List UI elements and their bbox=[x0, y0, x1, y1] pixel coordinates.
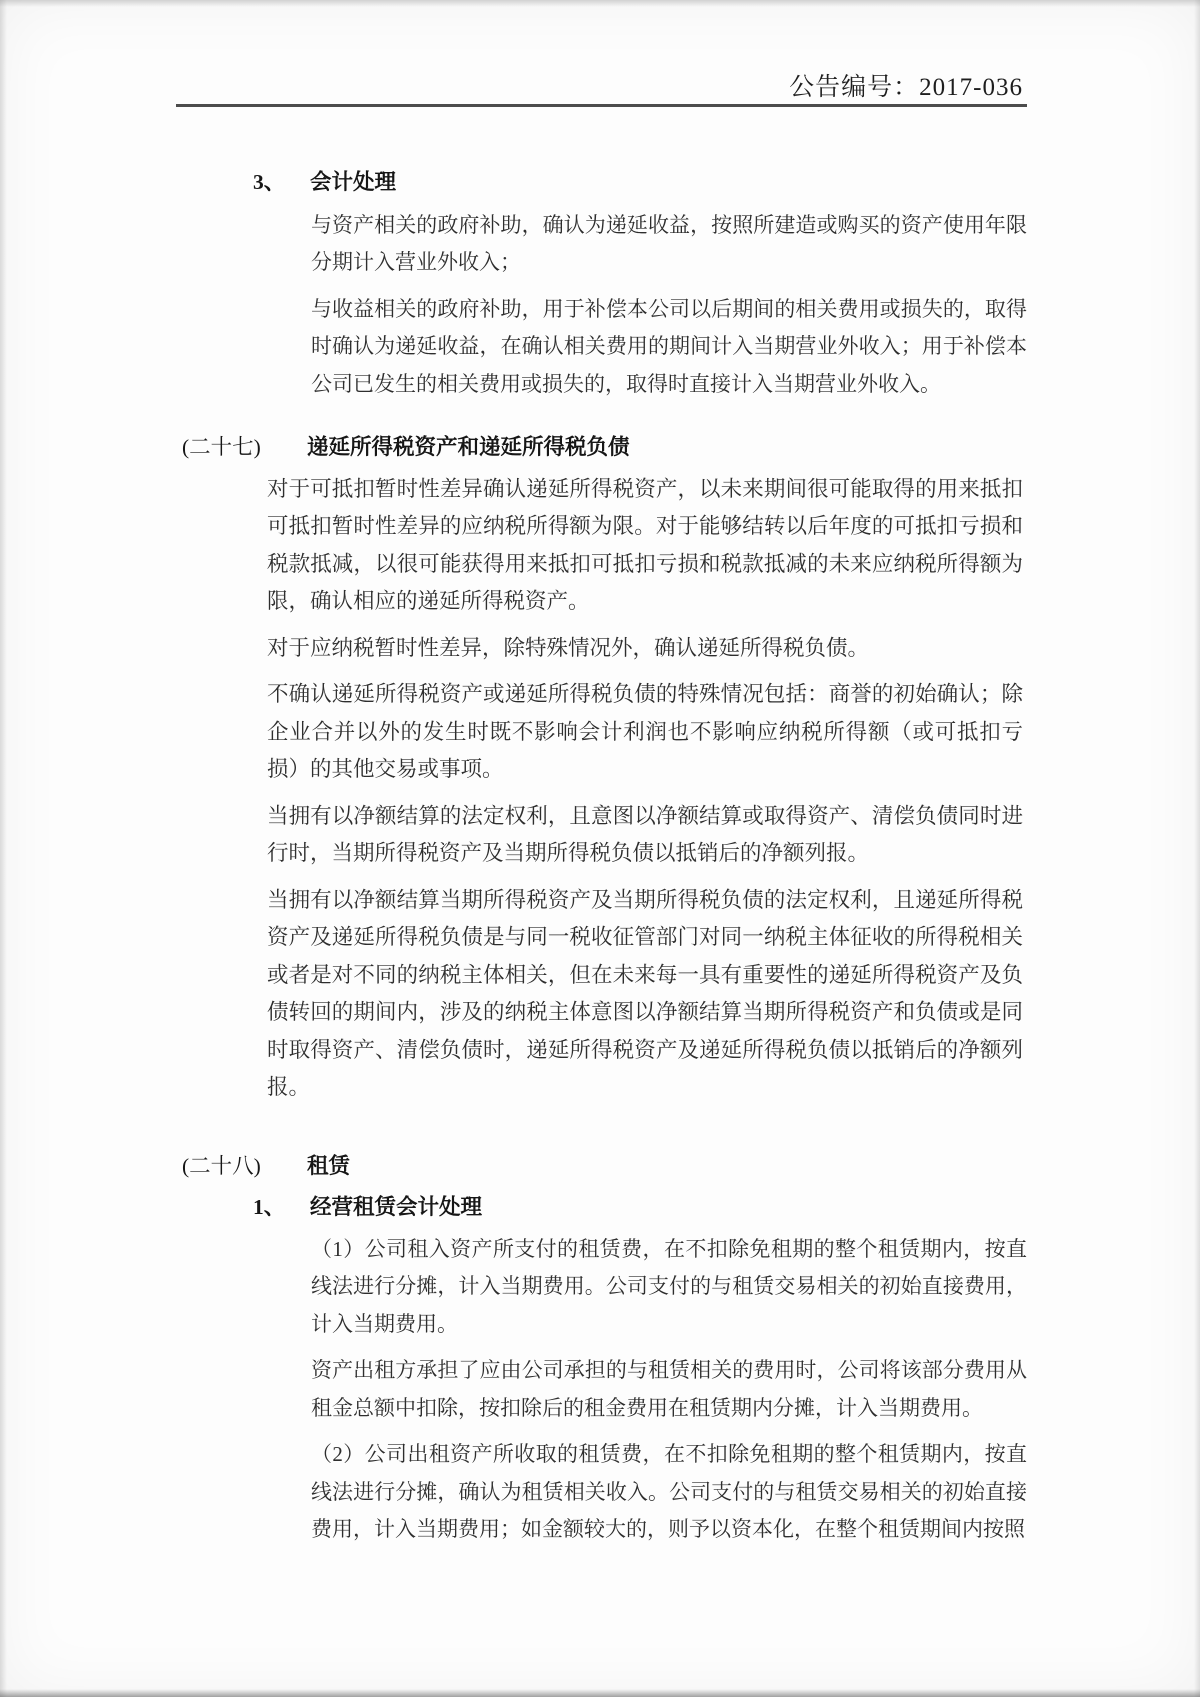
section-operating-lease-accounting bbox=[0, 1189, 1200, 1549]
section-heading bbox=[182, 429, 1200, 467]
section-heading bbox=[253, 1189, 1200, 1227]
paragraph: 当拥有以净额结算当期所得税资产及当期所得税负债的法定权利，且递延所得税资产及递延所得税负债是与同一税收征管部门对同一纳税主体征收的所得税相关或者是对不同的纳税主体相关，但在未来每一具有重要性的递延所得税资产及负债转回的期间内，涉及的纳税主体意图以净额结算当期所得税资产和负债或是同时取得资产、清偿负债时，递延所得税资产及递延所得税负债以抵销后的净额列报。 bbox=[267, 887, 1023, 1099]
paragraph: 与资产相关的政府补助，确认为递延收益，按照所建造或购买的资产使用年限分期计入营业外收入； bbox=[311, 212, 1027, 274]
paragraph: 对于可抵扣暂时性差异确认递延所得税资产，以未来期间很可能取得的用来抵扣可抵扣暂时性差异的应纳税所得额为限。对于能够结转以后年度的可抵扣亏损和税款抵减，以很可能获得用来抵扣可抵扣亏损和税款抵减的未来应纳税所得额为限，确认相应的递延所得税资产。 bbox=[267, 476, 1023, 613]
section-body bbox=[311, 1231, 1027, 1549]
doc-number: 公告编号：2017-036 bbox=[789, 74, 1023, 101]
page-edge-right bbox=[1194, 0, 1200, 1697]
page-edge-bottom bbox=[0, 1689, 1200, 1697]
paragraph: 资产出租方承担了应由公司承担的与租赁相关的费用时，公司将该部分费用从租金总额中扣除，按扣除后的租金费用在租赁期内分摊，计入当期费用。 bbox=[311, 1358, 1027, 1420]
page-edge-top bbox=[0, 0, 1200, 7]
section-heading bbox=[253, 164, 1200, 202]
paragraph: 不确认递延所得税资产或递延所得税负债的特殊情况包括：商誉的初始确认；除企业合并以外的发生时既不影响会计利润也不影响应纳税所得额（或可抵扣亏损）的其他交易或事项。 bbox=[267, 682, 1023, 781]
paragraph: 对于应纳税暂时性差异，除特殊情况外，确认递延所得税负债。 bbox=[267, 635, 870, 660]
section-body bbox=[311, 207, 1027, 404]
section-title: 租赁 bbox=[307, 1153, 351, 1178]
section-body bbox=[267, 471, 1023, 1107]
paragraph: 当拥有以净额结算的法定权利，且意图以净额结算或取得资产、清偿负债同时进行时，当期所得税资产及当期所得税负债以抵销后的净额列报。 bbox=[267, 803, 1023, 865]
section-title: 经营租赁会计处理 bbox=[310, 1195, 483, 1219]
page-edge-left bbox=[0, 0, 7, 1697]
section-title: 会计处理 bbox=[310, 170, 397, 194]
top-spacer bbox=[0, 0, 1200, 164]
section-leases bbox=[0, 1148, 1200, 1186]
section-accounting-treatment bbox=[0, 164, 1200, 403]
section-number: (二十八) bbox=[182, 1153, 261, 1178]
section-number: 3、 bbox=[253, 170, 286, 194]
section-number: (二十七) bbox=[182, 435, 261, 459]
section-deferred-tax bbox=[0, 429, 1200, 1107]
section-number: 1、 bbox=[253, 1195, 286, 1219]
paragraph: （1）公司租入资产所支付的租赁费，在不扣除免租期的整个租赁期内，按直线法进行分摊，计入当期费用。公司支付的与租赁交易相关的初始直接费用，计入当期费用。 bbox=[311, 1236, 1027, 1336]
section-title: 递延所得税资产和递延所得税负债 bbox=[307, 435, 630, 459]
section-heading bbox=[182, 1148, 1200, 1186]
paragraph: 与收益相关的政府补助，用于补偿本公司以后期间的相关费用或损失的，取得时确认为递延收益，在确认相关费用的期间计入当期营业外收入；用于补偿本公司已发生的相关费用或损失的，取得时直接计入当期营业外收入。 bbox=[311, 296, 1027, 396]
paragraph: （2）公司出租资产所收取的租赁费，在不扣除免租期的整个租赁期内，按直线法进行分摊，确认为租赁相关收入。公司支付的与租赁交易相关的初始直接费用，计入当期费用；如金额较大的，则予以资本化，在整个租赁期间内按照 bbox=[311, 1442, 1027, 1541]
